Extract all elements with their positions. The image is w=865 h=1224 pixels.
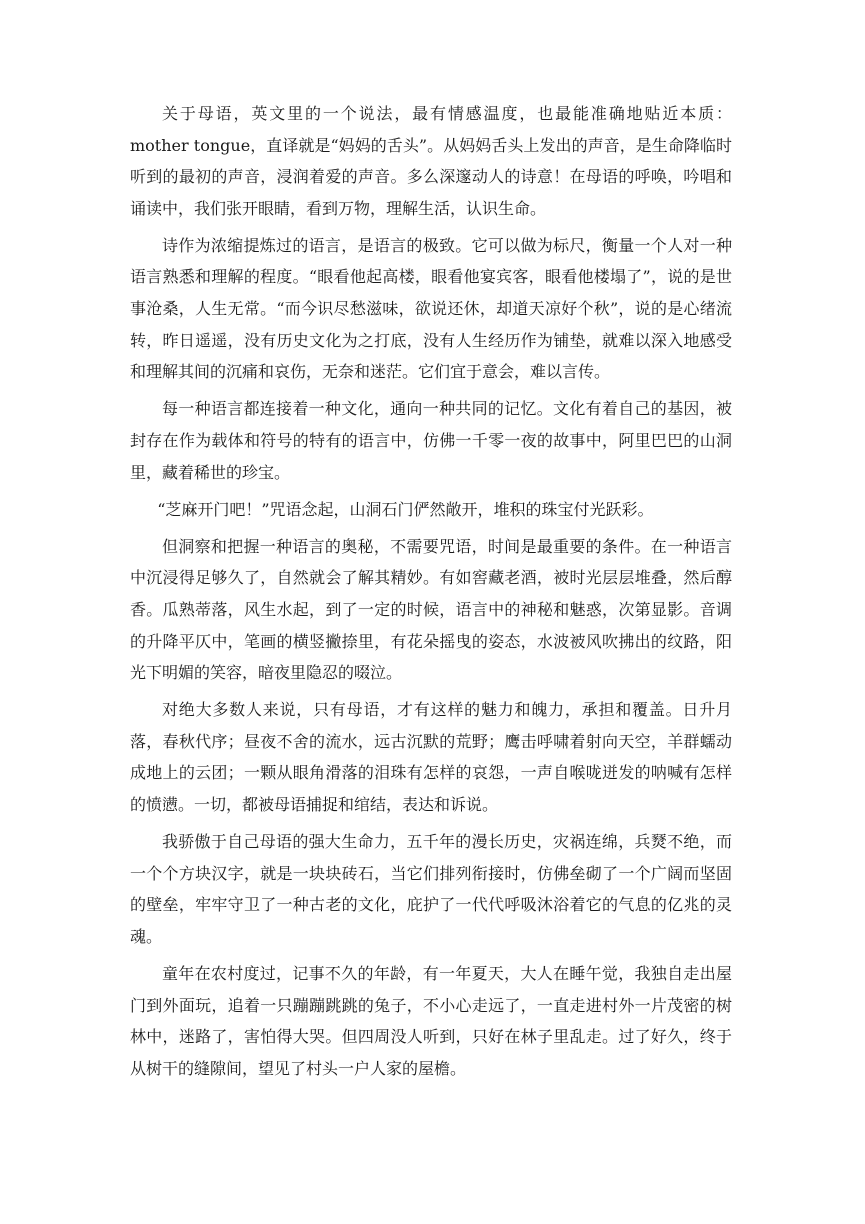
paragraph-culture: 每一种语言都连接着一种文化，通向一种共同的记忆。文化有着自己的基因，被封存在作为载体和符号的特有的语言中，仿佛一千零一夜的故事中，阿里巴巴的山洞里，藏着稀世的珍宝。 [130, 399, 732, 482]
paragraph-poetry: 诗作为浓缩提炼过的语言，是语言的极致。它可以做为标尺，衡量一个人对一种语言熟悉和理解的程度。“眼看他起高楼，眼看他宴宾客，眼看他楼塌了”，说的是世事沧桑，人生无常。“而今识尽愁滋味，欲说还休，却道天凉好个秋”，说的是心绪流转，昨日遥遥，没有历史文化为之打底，没有人生经历作为铺垫，就难以深入地感受和理解其间的沉痛和哀伤，无奈和迷茫。它们宜于意会，难以言传。 [130, 235, 732, 382]
paragraph-mother-tongue: 关于母语，英文里的一个说法，最有情感温度，也最能准确地贴近本质：mother tongue，直译就是“妈妈的舌头”。从妈妈舌头上发出的声音，是生命降临时听到的最初的声音，浸润着爱的声音。多么深邃动人的诗意！在母语的呼唤，吟唱和诵读中，我们张开眼睛，看到万物，理解生活，认识生命。 [130, 104, 732, 218]
paragraph-time: 但洞察和把握一种语言的奥秘，不需要咒语，时间是最重要的条件。在一种语言中沉浸得足够久了，自然就会了解其精妙。有如窖藏老酒，被时光层层堆叠，然后醇香。瓜熟蒂落，风生水起，到了一定的时候，语言中的神秘和魅惑，次第显影。音调的升降平仄中，笔画的横竖撇捺里，有花朵摇曳的姿态，水波被风吹拂出的纹路，阳光下明媚的笑容，暗夜里隐忍的啜泣。 [130, 536, 732, 683]
paragraph-childhood: 童年在农村度过，记事不久的年龄，有一年夏天，大人在睡午觉，我独自走出屋门到外面玩，追着一只蹦蹦跳跳的兔子，不小心走远了，一直走进村外一片茂密的树林中，迷路了，害怕得大哭。但四周没人听到，只好在林子里乱走。过了好久，终于从树干的缝隙间，望见了村头一户人家的屋檐。 [130, 963, 732, 1078]
document-body [130, 98, 732, 1090]
paragraph-pride: 我骄傲于自己母语的强大生命力，五千年的漫长历史，灾祸连绵，兵燹不绝，而一个个方块汉字，就是一块块砖石，当它们排列衔接时，仿佛垒砌了一个广阔而坚固的壁垒，牢牢守卫了一种古老的文化，庇护了一代代呼吸沐浴着它的气息的亿兆的灵魂。 [130, 832, 732, 946]
paragraph-open-sesame: “芝麻开门吧！”咒语念起，山洞石门俨然敞开，堆积的珠宝付光跃彩。 [157, 499, 654, 519]
paragraph-charm: 对绝大多数人来说，只有母语，才有这样的魅力和魄力，承担和覆盖。日升月落，春秋代序；昼夜不舍的流水，远古沉默的荒野；鹰击呼啸着射向天空，羊群蠕动成地上的云团；一颗从眼角滑落的泪珠有怎样的哀怨，一声自喉咙迸发的呐喊有怎样的愤懑。一切，都被母语捕捉和绾结，表达和诉说。 [130, 700, 732, 814]
